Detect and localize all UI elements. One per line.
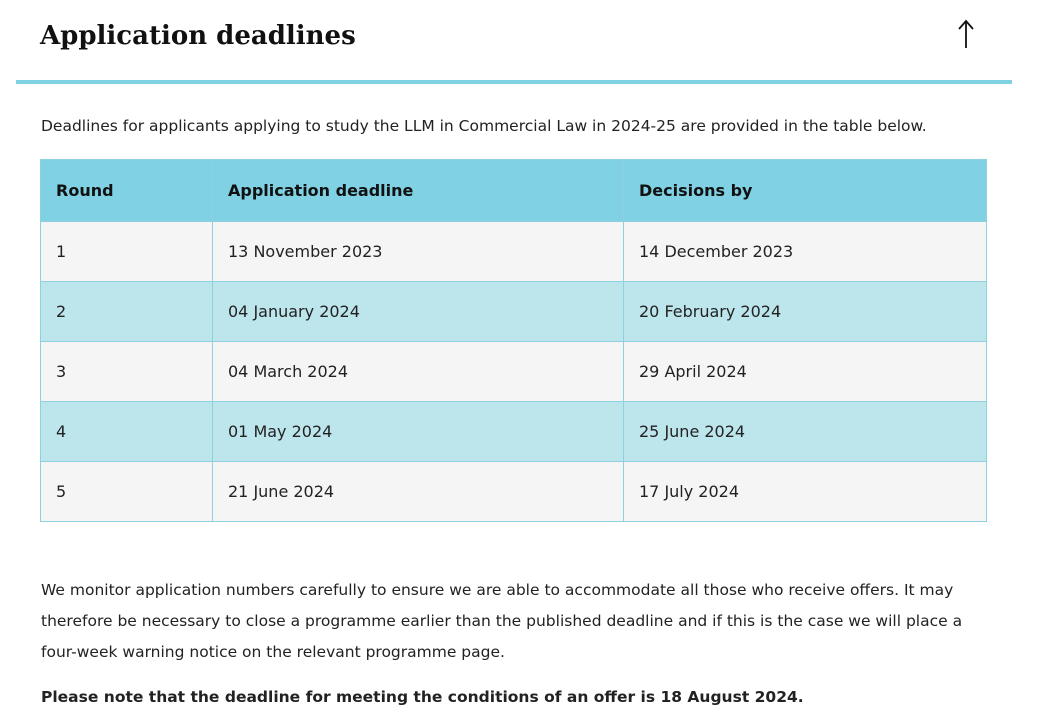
table-row — [41, 282, 987, 342]
decisions-by-cell: 14 December 2023 — [624, 222, 987, 282]
back-to-top-button[interactable] — [952, 16, 980, 52]
decisions-by-cell: 25 June 2024 — [624, 402, 987, 462]
table-row — [41, 342, 987, 402]
decisions-by-cell: 17 July 2024 — [624, 462, 987, 522]
application-deadline-cell: 04 March 2024 — [213, 342, 624, 402]
column-header-round: Round — [41, 160, 213, 222]
round-cell: 1 — [41, 222, 213, 282]
application-deadline-cell: 21 June 2024 — [213, 462, 624, 522]
table-row — [41, 462, 987, 522]
round-cell: 2 — [41, 282, 213, 342]
round-cell: 3 — [41, 342, 213, 402]
section-header — [16, 0, 1012, 84]
application-deadline-cell: 01 May 2024 — [213, 402, 624, 462]
column-header-decisions-by: Decisions by — [624, 160, 987, 222]
decisions-by-cell: 20 February 2024 — [624, 282, 987, 342]
intro-text: Deadlines for applicants applying to study the LLM in Commercial Law in 2024-25 are provided in the table below. — [41, 117, 927, 135]
arrow-up-icon — [956, 18, 976, 50]
section-title: Application deadlines — [40, 21, 356, 51]
application-deadline-cell: 13 November 2023 — [213, 222, 624, 282]
offer-conditions-note: Please note that the deadline for meeting the conditions of an offer is 18 August 2024. — [41, 688, 804, 706]
round-cell: 5 — [41, 462, 213, 522]
table-header-row — [41, 160, 987, 222]
column-header-application-deadline: Application deadline — [213, 160, 624, 222]
table-row — [41, 402, 987, 462]
deadlines-table — [40, 159, 987, 522]
table-row — [41, 222, 987, 282]
monitoring-note: We monitor application numbers carefully to ensure we are able to accommodate all those who receive offers. It may therefore be necessary to close a programme earlier than the published deadline and if this is the case we will place a four-week warning notice on the relevant programme page. — [41, 581, 963, 661]
decisions-by-cell: 29 April 2024 — [624, 342, 987, 402]
application-deadline-cell: 04 January 2024 — [213, 282, 624, 342]
round-cell: 4 — [41, 402, 213, 462]
